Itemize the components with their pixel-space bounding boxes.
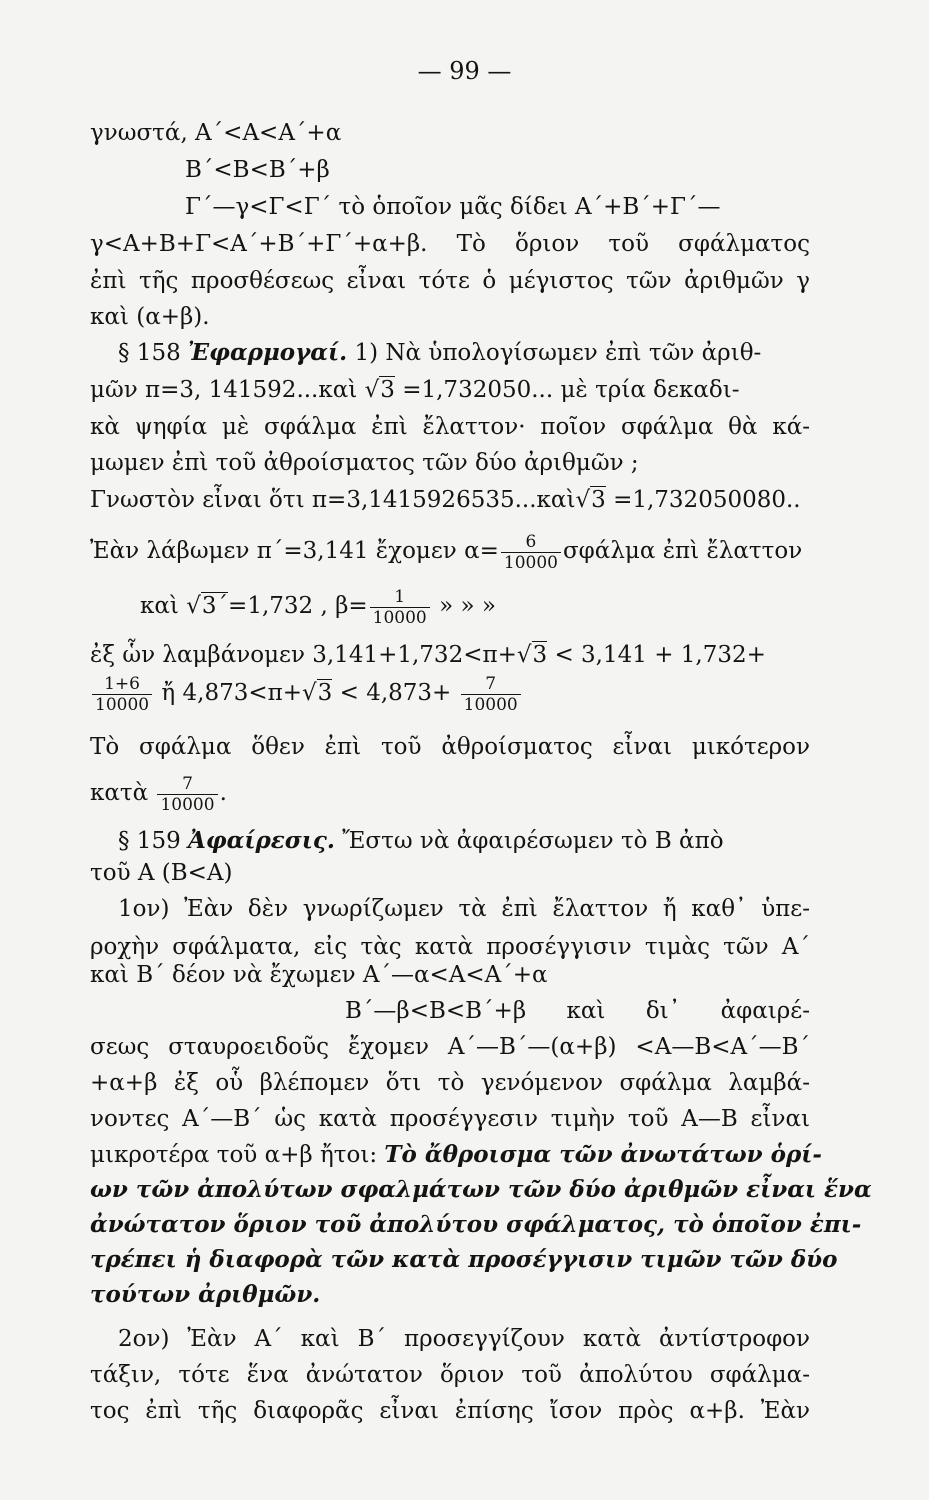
denominator: 10000: [160, 794, 215, 815]
text-line: [90, 1140, 822, 1170]
text-span: Ἔστω νὰ ἀφαιρέσωμεν τὸ Β ἀπὸ: [334, 828, 724, 854]
text-line: [90, 528, 810, 574]
text-span: καὶ √: [140, 593, 201, 619]
text-line: [90, 485, 810, 515]
text-span: ἤ 4,873<π+√: [154, 680, 317, 706]
denominator: 10000: [95, 694, 150, 715]
denominator: 10000: [463, 694, 518, 715]
section-heading: [118, 338, 810, 368]
text-line: [90, 640, 810, 670]
text-line: σεως σταυροειδοῦς ἔχομεν Α΄—Β΄—(α+β) <Α—Β<Α΄—Β΄: [90, 1034, 810, 1060]
text-line: τος ἐπὶ τῆς διαφορᾶς εἶναι ἐπίσης ἴσον πρὸς α+β. Ἐὰν: [90, 1398, 810, 1424]
emphasis-line: τρέπει ἡ διαφορὰ τῶν κατὰ προσέγγισιν τιμῶν τῶν δύο: [90, 1246, 838, 1273]
radicand: 3΄: [201, 593, 229, 619]
text-line: ροχὴν σφάλματα, εἰς τὰς κατὰ προσέγγισιν τιμὰς τῶν Α΄: [90, 934, 810, 960]
text-span: Ἐὰν λάβωμεν π΄=3,141 ἔχομεν α=: [90, 538, 499, 564]
section-title: Ἀφαίρεσις.: [188, 827, 335, 854]
text-line: 2ον) Ἐὰν Α΄ καὶ Β΄ προσεγγίζουν κατὰ ἀντίστροφον: [118, 1326, 810, 1352]
text-span: ἐξ ὧν λαμβάνομεν 3,141+1,732<π+√: [90, 642, 532, 668]
radicand: 3: [380, 377, 395, 403]
text-span: σφάλμα ἐπὶ ἔλαττον: [562, 538, 803, 564]
fraction: [501, 532, 561, 573]
numerator: 1: [370, 587, 430, 608]
text-line: [90, 770, 810, 816]
fraction: [92, 674, 152, 715]
emphasis-line: ἀνώτατον ὅριον τοῦ ἀπολύτου σφάλματος, τὸ ὁποῖον ἐπι-: [90, 1211, 862, 1238]
radicand: 3: [317, 680, 333, 706]
text-line: +α+β ἐξ οὗ βλέπομεν ὅτι τὸ γενόμενον σφάλμα λαμβά-: [90, 1070, 810, 1096]
text-span: μικροτέρα τοῦ α+β ἤτοι:: [90, 1142, 385, 1168]
text-line: ἐπὶ τῆς προσθέσεως εἶναι τότε ὁ μέγιστος τῶν ἀριθμῶν γ: [90, 268, 810, 294]
text-line: μωμεν ἐπὶ τοῦ ἀθροίσματος τῶν δύο ἀριθμῶν ;: [90, 450, 639, 476]
text-line: γ<Α+Β+Γ<Α΄+Β΄+Γ΄+α+β. Τὸ ὅριον τοῦ σφάλματος: [90, 231, 810, 257]
section-title: Ἐφαρμογαί.: [188, 339, 348, 366]
text-span: =1,732050080..: [605, 487, 801, 513]
text-line: τάξιν, τότε ἕνα ἀνώτατον ὅριον τοῦ ἀπολύτου σφάλμα-: [90, 1362, 810, 1388]
text-span: κατὰ: [90, 780, 156, 806]
numerator: 6: [501, 532, 561, 553]
text-line: [90, 375, 810, 405]
section-number: § 158: [118, 340, 189, 366]
text-span: =1,732 , β=: [228, 593, 368, 619]
text-line: Β΄—β<Β<Β΄+β καὶ δι᾽ ἀφαιρέ-: [345, 998, 810, 1024]
text-span: < 4,873+: [332, 680, 459, 706]
page-number: — 99 —: [417, 57, 512, 85]
numerator: 7: [157, 774, 217, 795]
text-line: καὶ (α+β).: [90, 304, 210, 330]
text-line: [90, 670, 810, 716]
emphasis-line: ων τῶν ἀπολύτων σφαλμάτων τῶν δύο ἀριθμῶν εἶναι ἕνα: [90, 1176, 872, 1203]
text-line: Γ΄—γ<Γ<Γ΄ τὸ ὁποῖον μᾶς δίδει Α΄+Β΄+Γ΄—: [185, 194, 721, 220]
text-span: μῶν π=3, 141592...καὶ √: [90, 377, 380, 403]
text-span: Γνωστὸν εἶναι ὅτι π=3,1415926535...καὶ√: [90, 487, 591, 513]
text-line: Β΄<Β<Β΄+β: [185, 157, 330, 183]
text-span: < 3,141 + 1,732+: [547, 642, 766, 668]
fraction: [370, 587, 430, 628]
radicand: 3: [532, 642, 548, 668]
text-line: καὶ Β΄ δέον νὰ ἔχωμεν Α΄—α<Α<Α΄+α: [90, 962, 548, 988]
text-line: τοῦ Α (Β<Α): [90, 860, 233, 886]
emphasis-text: Τὸ ἄθροισμα τῶν ἀνωτάτων ὁρί-: [384, 1141, 822, 1168]
emphasis-line: τούτων ἀριθμῶν.: [90, 1281, 321, 1308]
section-number: § 159: [118, 828, 189, 854]
text-line: 1ον) Ἐὰν δὲν γνωρίζωμεν τὰ ἐπὶ ἔλαττον ἤ καθ᾽ ὑπε-: [118, 896, 810, 922]
fraction: [157, 774, 217, 815]
denominator: 10000: [372, 607, 427, 628]
numerator: 1+6: [92, 674, 152, 695]
text-span: .: [219, 780, 227, 806]
text-span: =1,732050... μὲ τρία δεκαδι-: [394, 377, 740, 403]
text-line: Τὸ σφάλμα ὅθεν ἐπὶ τοῦ ἀθροίσματος εἶναι μικότερον: [90, 734, 810, 760]
fraction: [461, 674, 521, 715]
numerator: 7: [461, 674, 521, 695]
text-line: γνωστά, Α΄<Α<Α΄+α: [90, 120, 342, 146]
text-span: » » »: [431, 593, 496, 619]
text-line: [140, 583, 810, 629]
text-line: νοντες Α΄—Β΄ ὡς κατὰ προσέγγεσιν τιμὴν τοῦ Α—Β εἶναι: [90, 1106, 810, 1132]
section-heading: [118, 826, 810, 856]
denominator: 10000: [503, 552, 558, 573]
text-line: κὰ ψηφία μὲ σφάλμα ἐπὶ ἔλαττον· ποῖον σφάλμα θὰ κά-: [90, 414, 810, 440]
text-span: 1) Νὰ ὑπολογίσωμεν ἐπὶ τῶν ἀριθ-: [347, 340, 762, 366]
radicand: 3: [591, 487, 606, 513]
